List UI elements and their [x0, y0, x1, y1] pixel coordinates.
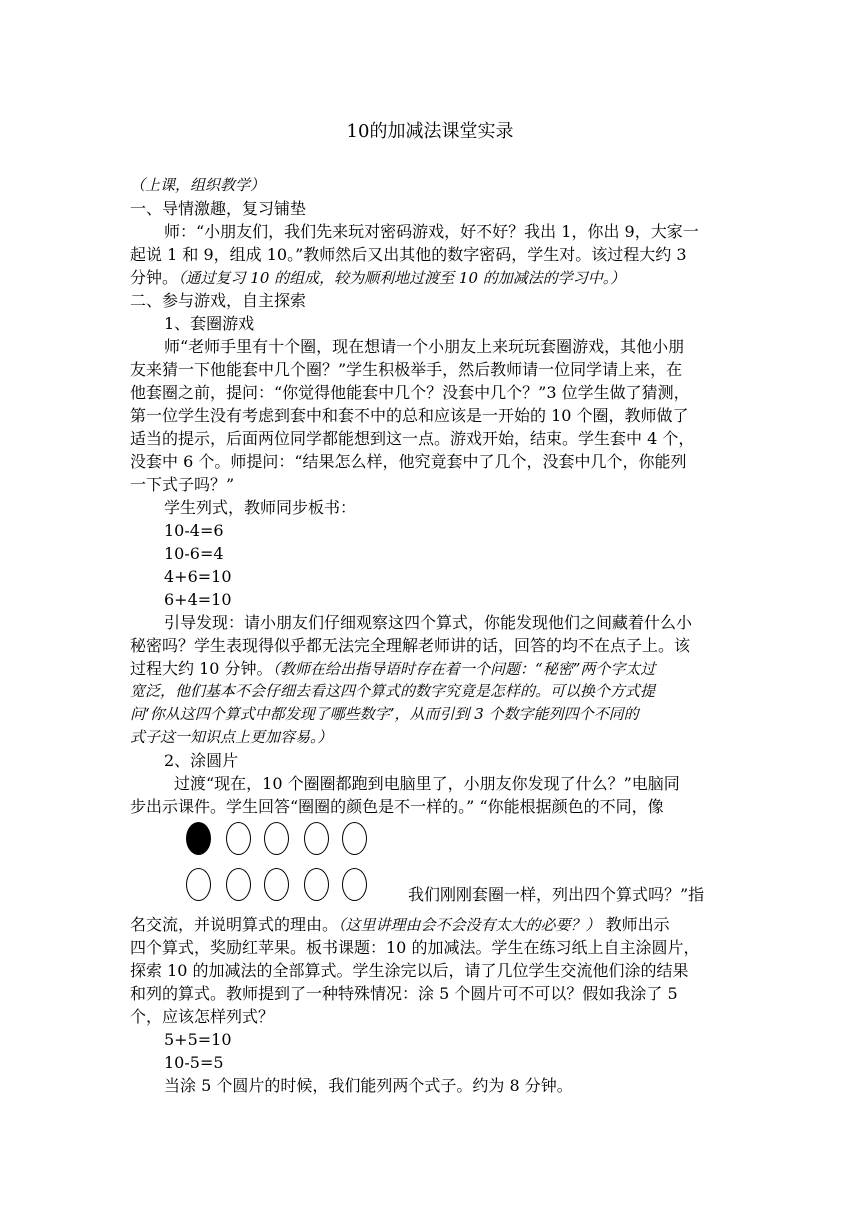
note-line: 宽泛，他们基本不会仔细去看这四个算式的数字究竟是怎样的。可以换个方式提 — [130, 682, 656, 700]
section-heading: 一、导情激趣，复习铺垫 — [130, 199, 307, 218]
empty-circle — [226, 868, 251, 901]
paragraph-line: 起说 1 和 9，组成 10。”教师然后又出其他的数字密码，学生对。该过程大约 3 — [130, 245, 687, 264]
note-line: 问‘你从这四个算式中都发现了哪些数字’，从而引到 3 个数字能列四个不同的 — [130, 705, 639, 723]
equation-line: 6+4=10 — [164, 590, 232, 609]
paragraph-line: 过渡“现在，10 个圈圈都跑到电脑里了，小朋友你发现了什么？”电脑同 — [174, 774, 680, 793]
filled-circle — [186, 822, 211, 855]
paragraph-line: 步出示课件。学生回答“圈圈的颜色是不一样的。” “你能根据颜色的不同，像 — [130, 797, 664, 816]
paragraph-line: 他套圈之前，提问：“你觉得他能套中几个？没套中几个？”3 位学生做了猜测， — [130, 383, 690, 402]
subsection-heading: 1、套圈游戏 — [164, 314, 255, 333]
paragraph-text: 过程大约 10 分钟。 — [130, 659, 273, 678]
note-text: （教师在给出指导语时存在着一个问题：“秘密”两个字太过 — [272, 660, 656, 678]
paragraph-line: 探索 10 的加减法的全部算式。学生涂完以后，请了几位学生交流他们涂的结果 — [130, 961, 689, 980]
paragraph-line — [130, 266, 730, 290]
empty-circle — [186, 868, 211, 901]
paragraph-text: 教师出示 — [600, 915, 670, 934]
empty-circle — [226, 822, 251, 855]
section-heading: 二、参与游戏，自主探索 — [130, 291, 307, 310]
paragraph-text: 分钟。 — [130, 268, 179, 287]
note-line: （上课，组织教学） — [130, 176, 266, 194]
paragraph-line: 学生列式，教师同步板书： — [164, 498, 357, 517]
paragraph-line — [130, 657, 730, 681]
equation-line: 10-5=5 — [164, 1053, 224, 1072]
note-text: （通过复习 10 的组成，较为顺利地过渡至 10 的加减法的学习中。） — [178, 269, 626, 287]
paragraph-line: 我们刚刚套圈一样，列出四个算式吗？”指 — [408, 885, 705, 904]
paragraph-line: 适当的提示，后面两位同学都能想到这一点。游戏开始，结束。学生套中 4 个， — [130, 429, 695, 448]
paragraph-line: 师“老师手里有十个圈，现在想请一个小朋友上来玩玩套圈游戏，其他小朋 — [164, 337, 685, 356]
paragraph-line: 和列的算式。教师提到了一种特殊情况：涂 5 个圆片可不可以？假如我涂了 5 — [130, 984, 678, 1003]
paragraph-line: 秘密吗？学生表现得似乎都无法完全理解老师讲的话，回答的均不在点子上。该 — [130, 636, 691, 655]
document-title: 10的加减法课堂实录 — [346, 121, 514, 142]
paragraph-line: 没套中 6 个。师提问：“结果怎么样，他究竟套中了几个，没套中几个，你能列 — [130, 452, 687, 471]
paragraph-line: 第一位学生没有考虑到套中和套不中的总和应该是一开始的 10 个圈，教师做了 — [130, 406, 689, 425]
equation-line: 5+5=10 — [164, 1030, 232, 1049]
empty-circle — [304, 868, 329, 901]
paragraph-line — [130, 913, 730, 937]
equation-line: 10-4=6 — [164, 521, 224, 540]
empty-circle — [342, 822, 367, 855]
empty-circle — [264, 822, 289, 855]
subsection-heading: 2、涂圆片 — [164, 751, 239, 770]
note-line: 式子这一知识点上更加容易。） — [130, 728, 333, 746]
paragraph-line: 引导发现：请小朋友们仔细观察这四个算式，你能发现他们之间藏着什么小 — [164, 613, 693, 632]
empty-circle — [342, 868, 367, 901]
paragraph-line: 四个算式，奖励红苹果。板书课题：10 的加减法。学生在练习纸上自主涂圆片， — [130, 938, 700, 957]
circle-figure — [184, 820, 374, 902]
paragraph-line: 友来猜一下他能套中几个圈？”学生积极举手，然后教师请一位同学请上来，在 — [130, 360, 683, 379]
paragraph-text: 名交流，并说明算式的理由。 — [130, 915, 339, 934]
empty-circle — [304, 822, 329, 855]
paragraph-line: 当涂 5 个圆片的时候，我们能列两个式子。约为 8 分钟。 — [164, 1076, 573, 1095]
paragraph-line: 一下式子吗？” — [130, 475, 235, 494]
equation-line: 4+6=10 — [164, 567, 232, 586]
paragraph-line: 个，应该怎样列式？ — [130, 1007, 275, 1026]
empty-circle — [264, 868, 289, 901]
equation-line: 10-6=4 — [164, 544, 224, 563]
paragraph-line: 师：“小朋友们，我们先来玩对密码游戏，好不好？我出 1，你出 9，大家一 — [164, 222, 699, 241]
note-text: （这里讲理由会不会没有太大的必要？） — [338, 916, 601, 934]
